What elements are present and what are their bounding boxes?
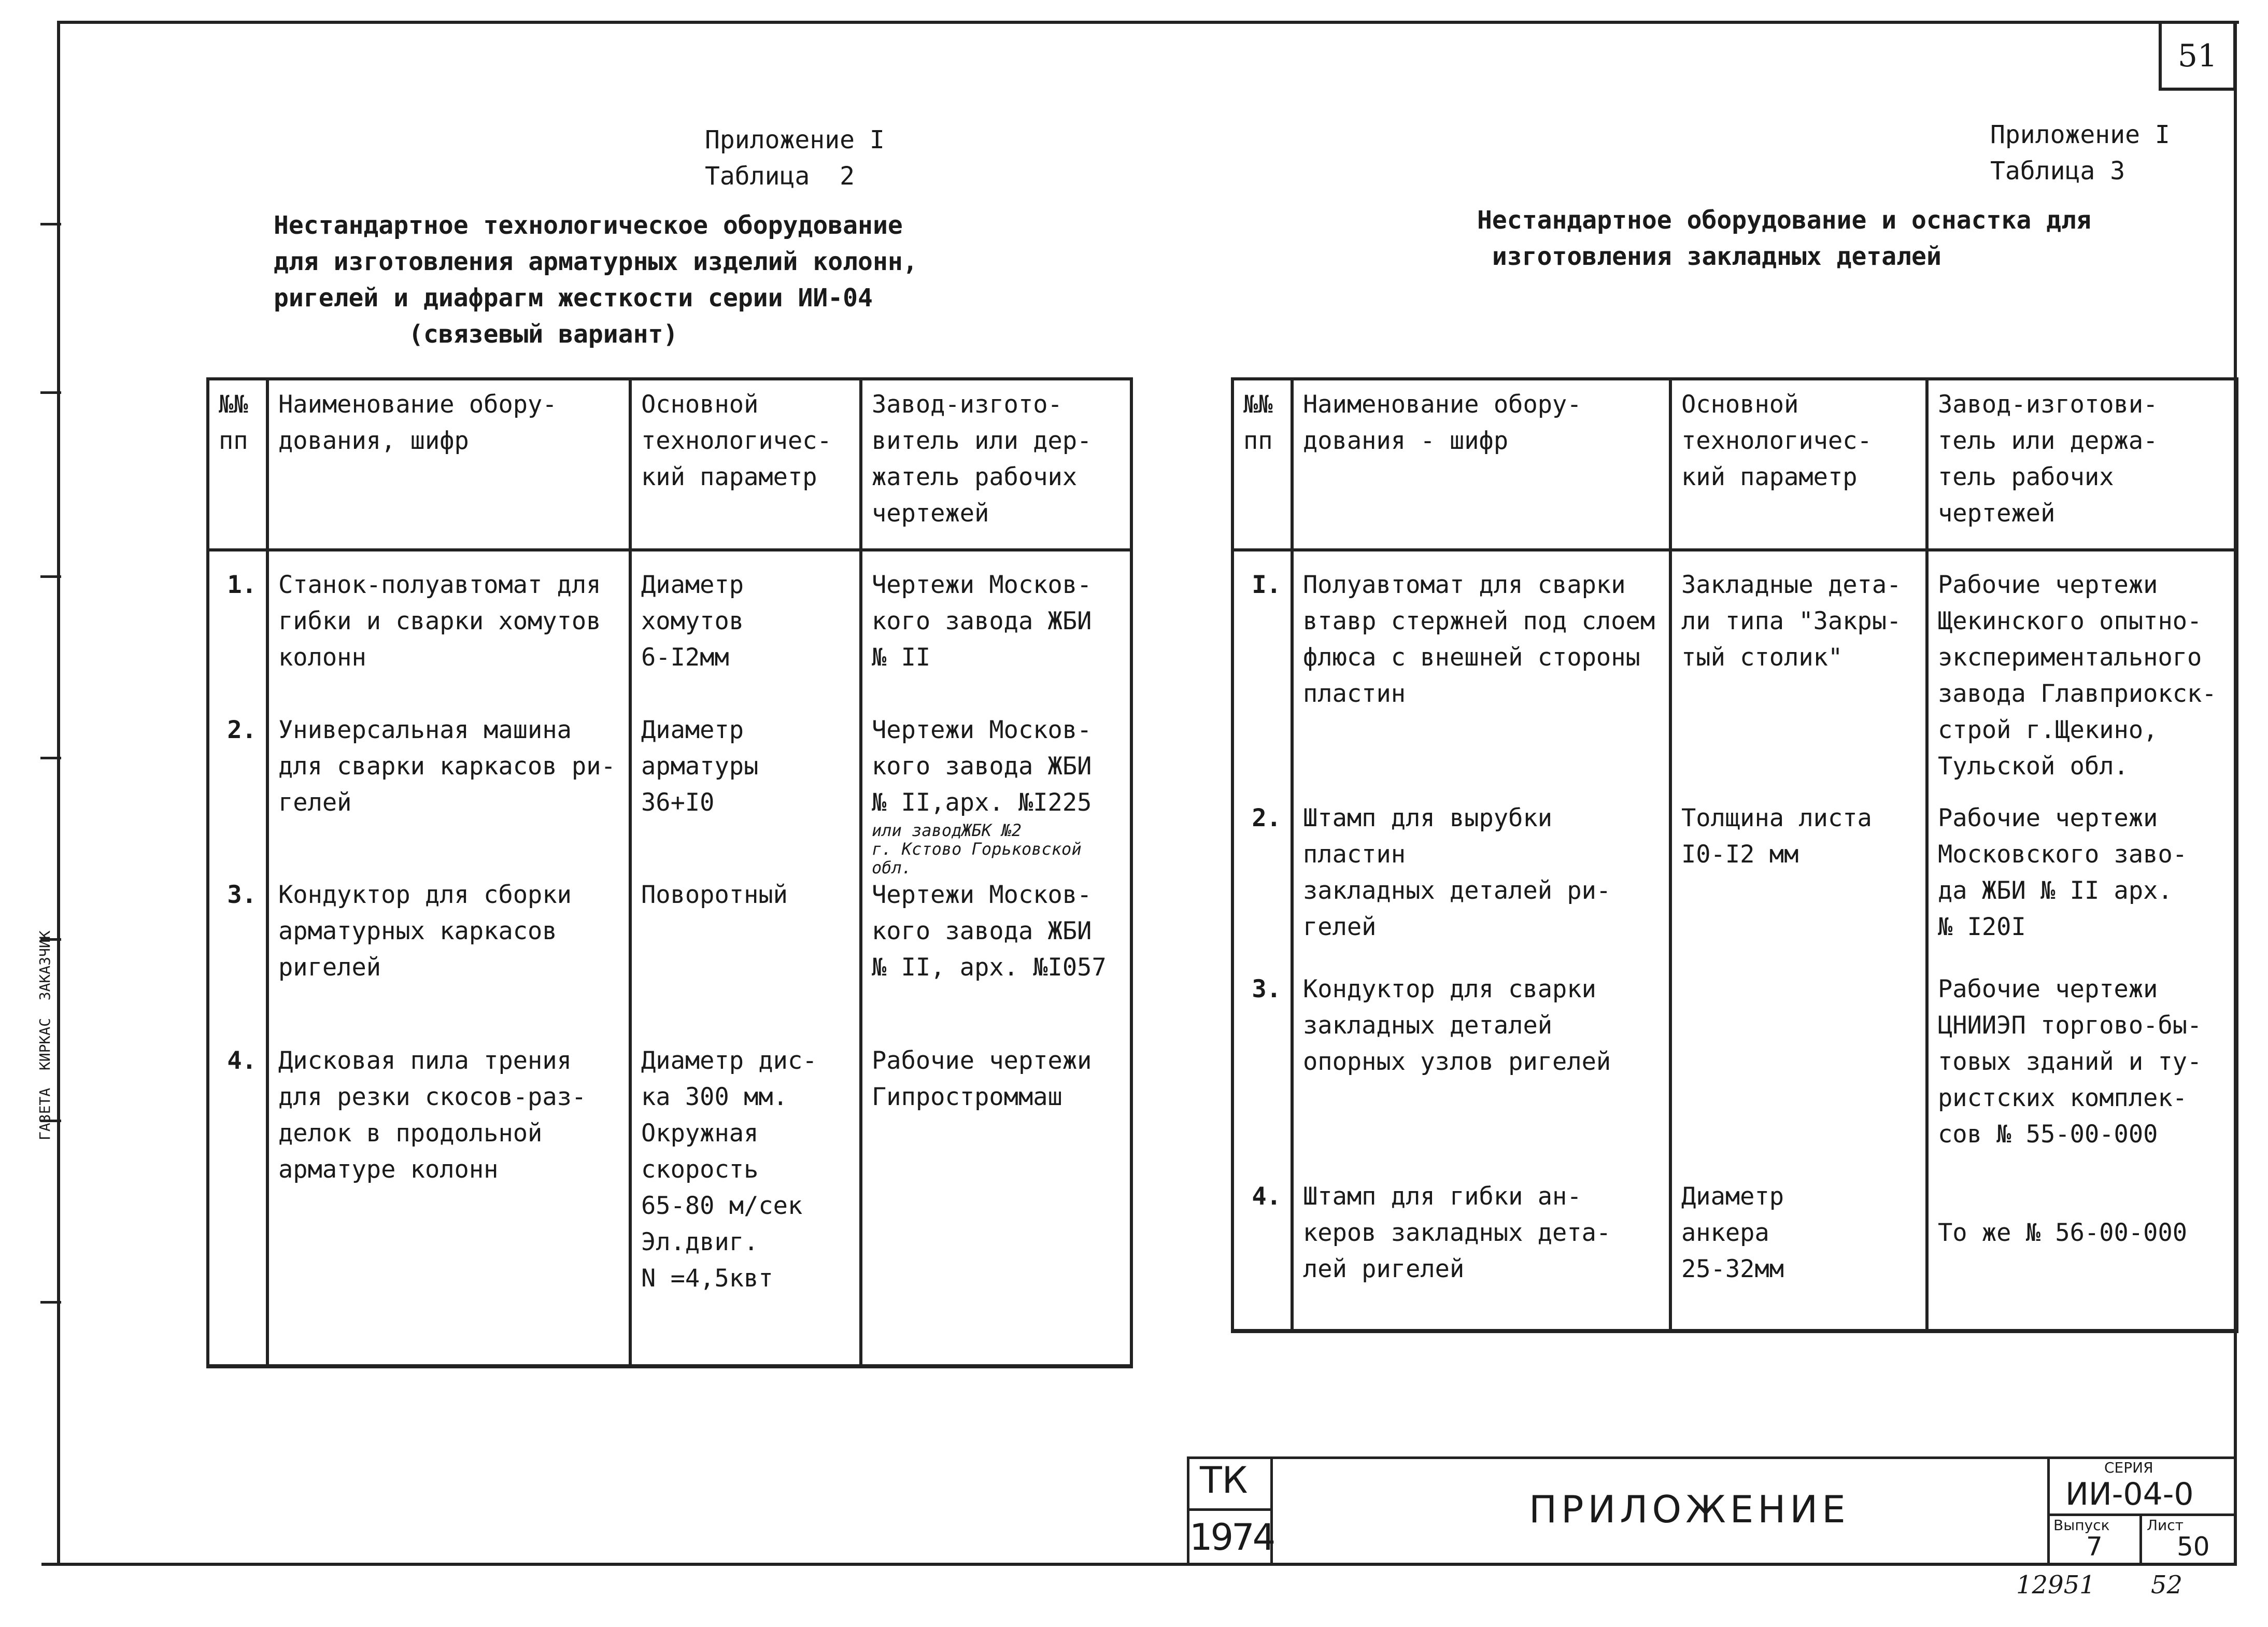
header-name: Наименование обору- дования, шифр <box>267 379 630 550</box>
left-title-line: для изготовления арматурных изделий колонн, <box>274 247 918 276</box>
tk-label: ТК <box>1200 1459 1248 1502</box>
left-table-label: Таблица 2 <box>705 162 855 191</box>
table-row: 2. Универсальная машина для сварки каркасов ри- гелей Диаметр арматуры 36+I0 Чертежи Москов- кого завода ЖБИ № II,арх. №I225 или заводЖБК №2 г. Кстово Горьковской обл. <box>208 712 1131 877</box>
sheet-label: Лист <box>2147 1517 2184 1534</box>
issue-label: Выпуск <box>2053 1517 2110 1534</box>
issue-value: 7 <box>2086 1532 2103 1562</box>
footnote-page: 52 <box>2151 1571 2183 1600</box>
table-row: 4. Дисковая пила трения для резки скосов-раз- делок в продольной арматуре колонн Диаметр дис- ка 300 мм. Окружная скорость 65-80 м/сек Эл.двиг. N =4,5квт Рабочие чертежи Гипростроммаш <box>208 1043 1131 1366</box>
right-appendix-label: Приложение I <box>1990 120 2170 149</box>
table-row: 3. Кондуктор для сварки закладных деталей опорных узлов ригелей Рабочие чертежи ЦНИИЭП торгово-бы- товых зданий и ту- ристских комплек- сов № 55-00-000 <box>1232 971 2237 1179</box>
left-title-line: ригелей и диафрагм жесткости серии ИИ-04 <box>274 284 873 313</box>
handwritten-note: или заводЖБК №2 г. Кстово Горьковской обл. <box>872 820 1082 878</box>
header-maker: Завод-изготови- тель или держа- тель рабочих чертежей <box>1927 379 2237 550</box>
header-maker: Завод-изгото- витель или дер- жатель рабочих чертежей <box>861 379 1131 550</box>
left-equipment-table <box>206 377 1133 1368</box>
table-row: 2. Штамп для вырубки пластин закладных деталей ри- гелей Толщина листа I0-I2 мм Рабочие чертежи Московского заво- да ЖБИ № II арх. № I20I <box>1232 800 2237 971</box>
header-num: №№ пп <box>208 379 267 550</box>
right-equipment-table <box>1231 377 2238 1333</box>
left-appendix-label: Приложение I <box>705 125 885 154</box>
header-param: Основной технологичес- кий параметр <box>630 379 861 550</box>
header-num: №№ пп <box>1232 379 1292 550</box>
right-table-label: Таблица 3 <box>1990 157 2125 186</box>
table-row: 1. Станок-полуавтомат для гибки и сварки хомутов колонн Диаметр хомутов 6-I2мм Чертежи Москов- кого завода ЖБИ № II <box>208 550 1131 712</box>
margin-tick <box>40 575 61 578</box>
header-name: Наименование обору- дования - шифр <box>1292 379 1670 550</box>
table-row: I. Полуавтомат для сварки втавр стержней под слоем флюса с внешней стороны пластин Закладные дета- ли типа "Закры- тый столик" Рабочие чертежи Щекинского опытно- экспериментального завода Главприокск- строй г.Щекино, Тульской обл. <box>1232 550 2237 800</box>
left-title-line: (связевый вариант) <box>274 320 678 349</box>
margin-tick <box>40 223 61 225</box>
table-row: 3. Кондуктор для сборки арматурных каркасов ригелей Поворотный Чертежи Москов- кого завода ЖБИ № II, арх. №I057 <box>208 877 1131 1043</box>
year-label: 1974 <box>1189 1516 1274 1559</box>
left-title-line: Нестандартное технологическое оборудование <box>274 211 903 240</box>
sheet-value: 50 <box>2177 1532 2210 1562</box>
series-label: СЕРИЯ <box>2104 1459 2153 1476</box>
series-value: ИИ-04-0 <box>2065 1476 2194 1512</box>
right-title-line: изготовления закладных деталей <box>1477 242 1941 271</box>
margin-tick <box>40 1301 61 1304</box>
margin-note: ГАЗЕТА КИРКАС ЗАКАЗЧИК <box>36 930 53 1140</box>
right-title-line: Нестандартное оборудование и оснастка для <box>1477 206 2091 235</box>
table-row: 4. Штамп для гибки ан- керов закладных дета- лей ригелей Диаметр анкера 25-32мм То же № 56-00-000 <box>1232 1179 2237 1331</box>
block-title: ПРИЛОЖЕНИЕ <box>1529 1488 1850 1531</box>
margin-tick <box>40 391 61 394</box>
frame-top-border <box>57 21 2239 24</box>
header-param: Основной технологичес- кий параметр <box>1670 379 1927 550</box>
footnote-number: 12951 <box>2016 1571 2095 1600</box>
frame-left-border <box>57 21 60 1565</box>
page-number: 51 <box>2159 21 2236 91</box>
margin-tick <box>40 757 61 759</box>
